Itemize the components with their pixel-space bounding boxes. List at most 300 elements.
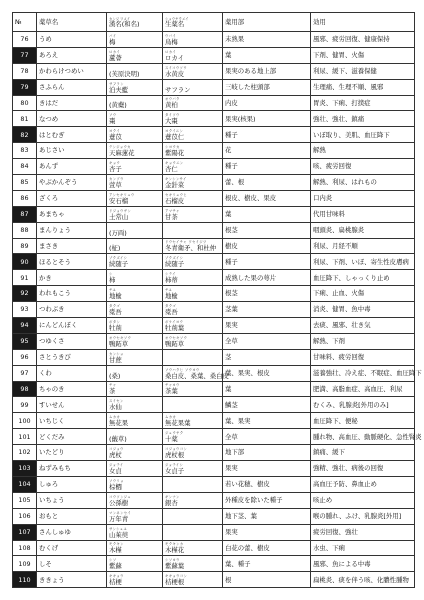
crude-drug-cell [163,318,223,334]
crude-drug-furigana: ジョテイシ [165,462,184,467]
crude-drug-name: 桑白皮、桑葉、桑白皮 [165,371,229,380]
crude-drug-cell [163,111,223,127]
kanji-name-cell [107,127,163,143]
row-number: 87 [13,206,37,222]
medicinal-part: 葉 [223,381,311,397]
crude-drug-cell [163,397,223,413]
medicinal-part: 葉、果実 [223,413,311,429]
kanji-furigana: ゾクズイシ [109,256,128,261]
medicinal-part: 根皮、樹皮、果皮 [223,190,311,206]
herb-name: どくだみ [37,429,107,445]
table-row [13,429,415,445]
table-row [13,143,415,159]
row-number: 103 [13,461,37,477]
row-number: 76 [13,32,37,48]
effect: 利尿、緩下、滋養保健 [311,63,415,79]
kanji-name-cell [107,461,163,477]
row-number: 81 [13,111,37,127]
medicinal-part: 三岐した柱頭部 [223,79,311,95]
kanji-name: 水仙 [109,403,122,412]
table-row [13,32,415,48]
crude-drug-name: 銀杏 [165,498,178,507]
row-number: 102 [13,445,37,461]
crude-drug-furigana: シソヨウ [165,558,180,563]
header-kanji-label: 漢名(和名) [109,19,140,28]
medicinal-part: 根茎 [223,286,311,302]
kanji-furigana: ロカイ [109,49,120,54]
row-number: 91 [13,270,37,286]
effect: 消炎、健胃、魚中毒 [311,302,415,318]
kanji-furigana: タクゴ [109,304,121,309]
table-row [13,540,415,556]
crude-drug-name: 杏仁 [165,165,178,174]
kanji-name-cell [107,540,163,556]
kanji-name-cell [107,95,163,111]
effect: 咳、疲労回復 [311,159,415,175]
crude-drug-name: 石榴皮 [165,196,185,205]
header-kanji-furigana: カンジ ワメイ [109,16,131,21]
table-row [13,476,415,492]
kanji-name-cell [107,413,163,429]
herb-name: しそ [37,556,107,572]
crude-drug-furigana: キキョウコン [165,574,188,579]
effect: 喉の腫れ、ふけ、乳腺炎[外用] [311,508,415,524]
medicinal-part: 全草 [223,429,311,445]
kanji-name: 公孫樹 [109,498,129,507]
kanji-name: 萱草 [109,180,122,189]
crude-drug-name: 鴨跖草 [165,339,185,348]
effect: 肥満、高脂血症、高血圧、利尿 [311,381,415,397]
effect: 解熱 [311,143,415,159]
medicinal-part: 果実 [223,318,311,334]
kanji-name: (柾) [109,244,121,253]
table-row [13,254,415,270]
crude-drug-cell [163,79,223,95]
kanji-furigana: チユ [109,288,117,293]
crude-drug-cell [163,143,223,159]
table-row [13,572,415,588]
herb-name: あんず [37,159,107,175]
crude-drug-name: 続随子 [165,260,185,269]
crude-drug-name: 牡荊葉 [165,323,185,332]
kanji-name-cell [107,302,163,318]
medicinal-part: 果実(核果) [223,111,311,127]
herb-name: なつめ [37,111,107,127]
herb-name: くわ [37,365,107,381]
kanji-name-cell [107,47,163,63]
crude-drug-furigana: アマチャ [165,208,180,213]
kanji-name-cell [107,238,163,254]
herb-name: まさき [37,238,107,254]
kanji-name: 桔梗 [109,578,122,587]
crude-drug-cell [163,445,223,461]
kanji-name: 地楡 [109,292,122,301]
row-number: 83 [13,143,37,159]
row-number: 96 [13,349,37,365]
crude-drug-cell [163,413,223,429]
kanji-name-cell [107,32,163,48]
kanji-name-cell [107,333,163,349]
kanji-name: 無花果 [109,419,129,428]
herb-name: さとうきび [37,349,107,365]
herb-name: きはだ [37,95,107,111]
kanji-name-cell [107,270,163,286]
effect: 利尿、月経不順 [311,238,415,254]
herb-table [12,12,422,588]
crude-drug-furigana: ボケイヨウ [165,319,184,324]
row-number: 107 [13,524,37,540]
crude-drug-cell [163,206,223,222]
table-row [13,381,415,397]
kanji-furigana: キョウ [109,161,121,166]
header-no: № [13,13,37,32]
row-number: 89 [13,238,37,254]
table-row [13,318,415,334]
kanji-name-cell [107,349,163,365]
kanji-furigana: ボタン [109,319,121,324]
effect: むくみ、乳腺炎[外用のみ] [311,397,415,413]
crude-drug-name: 柿蒂 [165,276,178,285]
herb-name: うめ [37,32,107,48]
crude-drug-furigana: ゾクズイシ [165,256,184,261]
herb-name: かき [37,270,107,286]
crude-drug-furigana: タイソウ [165,113,180,118]
herb-name: おもと [37,508,107,524]
kanji-name: 山茱萸 [109,530,129,539]
herb-name: ちゃのき [37,381,107,397]
crude-drug-furigana: セキリュウヒ [165,192,188,197]
medicinal-part: 根 [223,572,311,588]
kanji-name: 牡荊 [109,323,122,332]
kanji-furigana: モクキン [109,542,124,547]
row-number: 90 [13,254,37,270]
crude-drug-name: 地楡 [165,292,178,301]
crude-drug-name: 烏梅 [165,37,178,46]
medicinal-part: 種子 [223,159,311,175]
table-row [13,333,415,349]
table-row [13,413,415,429]
crude-drug-cell [163,47,223,63]
medicinal-part: 鱗茎 [223,397,311,413]
crude-drug-cell [163,349,223,365]
kanji-furigana: サンシュユ [109,526,128,531]
kanji-name: 蘆薈 [109,53,122,62]
effect: 下剤、健胃、火傷 [311,47,415,63]
crude-drug-name: 金針菜 [165,180,185,189]
kanji-furigana: ジョテイ [109,462,124,467]
kanji-furigana: ムカカ [109,415,121,420]
crude-drug-name: 薏苡仁 [165,133,185,142]
kanji-furigana: シソ [109,558,117,563]
medicinal-part: 茎 [223,349,311,365]
row-number: 106 [13,508,37,524]
kanji-furigana: ヨクイ [109,129,120,134]
kanji-name-cell [107,143,163,159]
medicinal-part: 種子 [223,127,311,143]
crude-drug-furigana: ギンナン [165,494,180,499]
crude-drug-furigana: ヨクイニン [165,129,184,134]
medicinal-part: 葉、果実、根皮 [223,365,311,381]
kanji-name-cell [107,572,163,588]
crude-drug-cell [163,127,223,143]
herb-name: さふらん [37,79,107,95]
kanji-name: 梅 [109,37,116,46]
row-number: 80 [13,95,37,111]
kanji-name-cell [107,159,163,175]
medicinal-part: 果実のある地上部 [223,63,311,79]
kanji-name-cell [107,222,163,238]
kanji-name: 甘蔗 [109,355,122,364]
herb-name: かわらけつめい [37,63,107,79]
kanji-name-cell [107,111,163,127]
kanji-furigana: カンショ [109,351,124,356]
row-number: 109 [13,556,37,572]
crude-drug-cell [163,270,223,286]
herb-table-sheet [12,12,422,588]
herb-name: さんしゅゆ [37,524,107,540]
herb-name: あじさい [37,143,107,159]
crude-drug-name: 虎杖根 [165,451,185,460]
table-row [13,286,415,302]
crude-drug-cell [163,540,223,556]
medicinal-part: 地下茎、葉 [223,508,311,524]
crude-drug-furigana: ジュウヤク [165,431,184,436]
row-number: 79 [13,79,37,95]
crude-drug-cell [163,365,229,381]
kanji-furigana: チャ [109,383,117,388]
crude-drug-furigana: シヨウカ [165,145,180,150]
crude-drug-furigana: ウバイ [165,33,177,38]
row-number: 100 [13,413,37,429]
crude-drug-furigana: タクゴ [165,304,177,309]
header-part: 薬用部 [223,13,311,32]
kanji-furigana: コウソンジュ [109,494,131,499]
kanji-name: (黄蘗) [109,101,127,110]
medicinal-part: 地下部 [223,445,311,461]
kanji-name-cell [107,206,163,222]
effect: 扁桃炎、痰を伴う咳、化膿性腫物 [311,572,415,588]
row-number: 84 [13,159,37,175]
kanji-furigana: サフラン [109,81,124,86]
table-row [13,461,415,477]
table-row [13,95,415,111]
header-crude-drug [163,13,223,32]
crude-drug-furigana: モクキンカ [165,542,184,547]
medicinal-part: 花 [223,143,311,159]
kanji-furigana: テンジョウカ [109,145,131,150]
header-effect: 効用 [311,13,415,32]
effect: 強精、強壮、病後の回復 [311,461,415,477]
medicinal-part: 全草 [223,333,311,349]
medicinal-part: 白花の蕾、樹皮 [223,540,311,556]
effect: 血圧降下、しゃっくり止め [311,270,415,286]
row-number: 77 [13,47,37,63]
herb-name: ざくろ [37,190,107,206]
kanji-name-cell [107,508,163,524]
kanji-name: 鴨跖草 [109,339,129,348]
kanji-name-cell [107,397,163,413]
effect: 風邪、魚による中毒 [311,556,415,572]
crude-drug-cell [163,556,223,572]
medicinal-part: 種子 [223,254,311,270]
crude-drug-cell [163,254,223,270]
kanji-furigana: ソウ [109,113,117,118]
herb-name: いちじく [37,413,107,429]
effect: 解熱、利尿、はれもの [311,175,415,191]
crude-drug-cell [163,286,223,302]
crude-drug-cell [163,476,223,492]
crude-drug-name: 紫陽花 [165,149,185,158]
crude-drug-cell [163,238,223,254]
crude-drug-name [165,483,220,492]
kanji-name-cell [107,175,163,191]
crude-drug-name [165,356,220,365]
table-row [13,63,415,79]
table-row [13,111,415,127]
table-row [13,175,415,191]
kanji-name-cell [107,556,163,572]
crude-drug-cell [163,508,223,524]
crude-drug-furigana: シテイ [165,272,176,277]
kanji-name: 薏苡 [109,133,122,142]
effect: 口内炎 [311,190,415,206]
kanji-name: (蕺草) [109,435,127,444]
kanji-name-cell [107,445,163,461]
herb-name: あまちゃ [37,206,107,222]
crude-drug-name: 水黄皮 [165,69,185,78]
crude-drug-name: 冬青衛矛、和杜仲 [165,244,217,253]
table-row [13,365,415,381]
table-row [13,206,415,222]
kanji-name: 土常山 [109,212,129,221]
herb-name: つゆくさ [37,333,107,349]
medicinal-part: 未熟果 [223,32,311,48]
crude-drug-cell [163,63,223,79]
herb-name: まんりょう [37,222,107,238]
crude-drug-cell [163,95,223,111]
effect: 生理痛、生理不順、風邪 [311,79,415,95]
kanji-name: 茶 [109,387,116,396]
crude-drug-name: 大棗 [165,117,178,126]
crude-drug-furigana: チユ [165,288,173,293]
crude-drug-cell [163,175,223,191]
header-kanji [107,13,163,32]
table-row [13,238,415,254]
herb-name: ききょう [37,572,107,588]
effect: いぼ取り、美肌、血圧降下 [311,127,415,143]
kanji-name: 橐吾 [109,308,122,317]
herb-name: あろえ [37,47,107,63]
herb-name: ねずみもち [37,461,107,477]
kanji-name: 泊夫藍 [109,85,129,94]
kanji-name-cell [107,381,163,397]
kanji-name-cell [107,286,163,302]
kanji-name: (芙原決明) [109,69,140,78]
kanji-name-cell [107,79,163,95]
kanji-furigana: コジョウ [109,447,124,452]
kanji-name: 万年青 [109,514,129,523]
row-number: 94 [13,318,37,334]
kanji-furigana: ソウリョ [109,478,124,483]
kanji-name-cell [107,190,163,206]
effect: 高血圧予防、鼻血止め [311,476,415,492]
medicinal-part: 内皮 [223,95,311,111]
row-number: 104 [13,476,37,492]
medicinal-part: 葉、種子 [223,556,311,572]
herb-name: つわぶき [37,302,107,318]
kanji-name: 虎杖 [109,451,122,460]
crude-drug-name: 黄柏 [165,101,178,110]
crude-drug-cell [163,429,223,445]
effect: 利尿、下剤、いぼ、寄生性皮膚病 [311,254,415,270]
medicinal-part: 果実 [223,461,311,477]
table-row [13,349,415,365]
row-number: 92 [13,286,37,302]
kanji-furigana: シ [109,272,113,277]
table-header-row [13,13,415,32]
crude-drug-name: 茶葉 [165,387,178,396]
crude-drug-furigana: スイコウソウ [165,65,187,70]
crude-drug-name: 木槿花 [165,546,185,555]
kanji-name: 杏子 [109,165,122,174]
medicinal-part: 葉 [223,47,311,63]
kanji-furigana: アンセキリュウ [109,192,135,197]
row-number: 95 [13,333,37,349]
row-number: 93 [13,302,37,318]
crude-drug-furigana: オウバク [165,97,180,102]
table-row [13,445,415,461]
crude-drug-furigana: ソウハクヒ ソウヨウ [165,367,200,372]
table-row [13,524,415,540]
kanji-name: 続随子 [109,260,129,269]
kanji-name: (桑) [109,371,121,380]
kanji-name: 木槿 [109,546,122,555]
table-row [13,47,415,63]
effect: 胃炎、下痢、打撲症 [311,95,415,111]
kanji-furigana: バイ [109,33,117,38]
herb-name: むくげ [37,540,107,556]
herb-name: はとむぎ [37,127,107,143]
kanji-name-cell [107,492,163,508]
row-number: 110 [13,572,37,588]
row-number: 86 [13,190,37,206]
effect: 血圧降下、便秘 [311,413,415,429]
table-row [13,556,415,572]
effect: 水虫、下痢 [311,540,415,556]
effect: 解熱、下剤 [311,333,415,349]
effect: 滋養強壮、冷え症、不眠症、血圧降下 [311,365,415,381]
crude-drug-furigana: キンシンサイ [165,176,187,181]
kanji-name-cell [107,63,163,79]
kanji-name: 棕櫚 [109,482,122,491]
table-row [13,397,415,413]
crude-drug-cell [163,381,223,397]
table-row [13,302,415,318]
kanji-name: 女貞 [109,466,122,475]
kanji-name: 柿 [109,276,116,285]
crude-drug-cell [163,302,223,318]
crude-drug-furigana: チャヨウ [165,383,180,388]
row-number: 82 [13,127,37,143]
herb-name: ほるとそう [37,254,107,270]
crude-drug-furigana: ドウセイチャ ワセイジツ [165,240,207,245]
row-number: 98 [13,381,37,397]
herb-name: いちょう [37,492,107,508]
medicinal-part: 根茎 [223,222,311,238]
kanji-name: 棗 [109,117,116,126]
table-row [13,508,415,524]
effect: 強壮、強壮、鎮痛 [311,111,415,127]
